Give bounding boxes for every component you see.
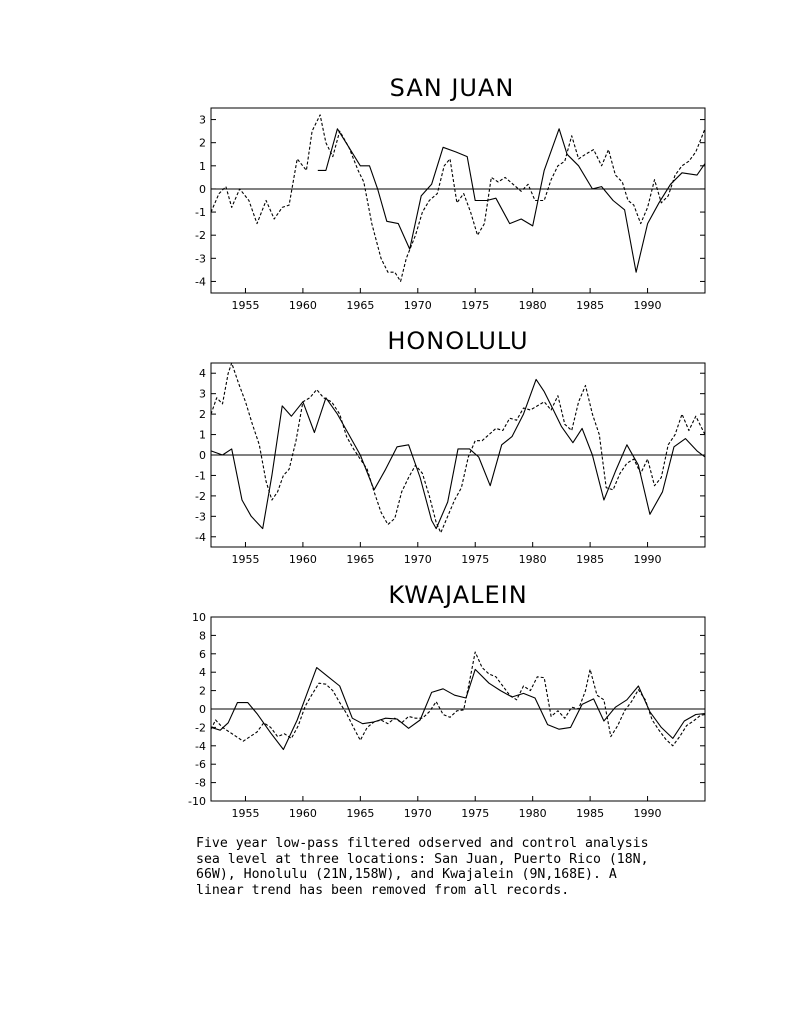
x-tick-label: 1960 — [288, 807, 317, 820]
series-line-solid — [318, 129, 705, 272]
x-tick-label: 1970 — [403, 553, 432, 566]
panel-san-juan — [195, 74, 705, 312]
y-tick-label: -4 — [195, 275, 206, 289]
y-tick-label: 2 — [199, 136, 206, 150]
x-tick-label: 1965 — [346, 807, 375, 820]
chart-title: HONOLULU — [387, 327, 529, 355]
y-tick-label: -10 — [188, 795, 206, 808]
x-tick-label: 1965 — [346, 553, 375, 566]
y-tick-label: -4 — [195, 739, 206, 753]
x-tick-label: 1980 — [518, 299, 547, 312]
y-tick-label: -6 — [195, 758, 206, 772]
panel-honolulu — [195, 327, 705, 566]
x-tick-label: 1960 — [288, 553, 317, 566]
y-tick-label: -3 — [195, 510, 206, 524]
y-tick-label: 4 — [199, 666, 206, 680]
x-tick-label: 1980 — [518, 807, 547, 820]
y-tick-label: 0 — [199, 703, 206, 716]
series-line-dashed — [211, 115, 705, 282]
x-tick-label: 1990 — [633, 807, 662, 820]
x-tick-label: 1970 — [403, 807, 432, 820]
chart-title: KWAJALEIN — [388, 581, 528, 609]
y-tick-label: 2 — [199, 408, 206, 422]
x-tick-label: 1960 — [288, 299, 317, 312]
y-tick-label: -2 — [195, 489, 206, 503]
x-tick-label: 1990 — [633, 553, 662, 566]
y-tick-label: 10 — [192, 611, 206, 624]
y-tick-label: -2 — [195, 229, 206, 243]
y-tick-label: -1 — [195, 206, 206, 220]
y-tick-label: 4 — [199, 367, 206, 381]
y-tick-label: 0 — [199, 449, 206, 462]
x-tick-label: 1970 — [403, 299, 432, 312]
y-tick-label: -4 — [195, 530, 206, 544]
figure-caption: Five year low-pass filtered odserved and control analysis sea level at three locations: San Juan, Puerto Rico (18N, 66W), Honolulu (21N,158W), and Kwajalein (9N,168E). A linear trend has been removed from all records. — [196, 836, 649, 898]
y-tick-label: 2 — [199, 684, 206, 698]
x-tick-label: 1955 — [231, 299, 260, 312]
y-tick-label: -2 — [195, 721, 206, 735]
x-tick-label: 1985 — [576, 553, 605, 566]
y-tick-label: -8 — [195, 776, 206, 790]
y-tick-label: 8 — [199, 629, 206, 643]
y-tick-label: -3 — [195, 252, 206, 266]
y-tick-label: 3 — [199, 387, 206, 401]
x-tick-label: 1965 — [346, 299, 375, 312]
y-tick-label: -1 — [195, 469, 206, 483]
y-tick-label: 6 — [199, 647, 206, 661]
x-tick-label: 1975 — [461, 553, 490, 566]
panel-kwajalein — [188, 581, 705, 820]
y-tick-label: 3 — [199, 113, 206, 127]
series-line-solid — [211, 379, 705, 528]
x-tick-label: 1985 — [576, 299, 605, 312]
chart-title: SAN JUAN — [389, 74, 515, 102]
x-tick-label: 1975 — [461, 807, 490, 820]
x-tick-label: 1980 — [518, 553, 547, 566]
x-tick-label: 1990 — [633, 299, 662, 312]
x-tick-label: 1955 — [231, 807, 260, 820]
series-line-dashed — [211, 363, 705, 533]
x-tick-label: 1975 — [461, 299, 490, 312]
x-tick-label: 1955 — [231, 553, 260, 566]
y-tick-label: 1 — [199, 159, 206, 173]
y-tick-label: 0 — [199, 182, 206, 196]
series-line-dashed — [211, 652, 705, 746]
x-tick-label: 1985 — [576, 807, 605, 820]
y-tick-label: 1 — [199, 428, 206, 442]
